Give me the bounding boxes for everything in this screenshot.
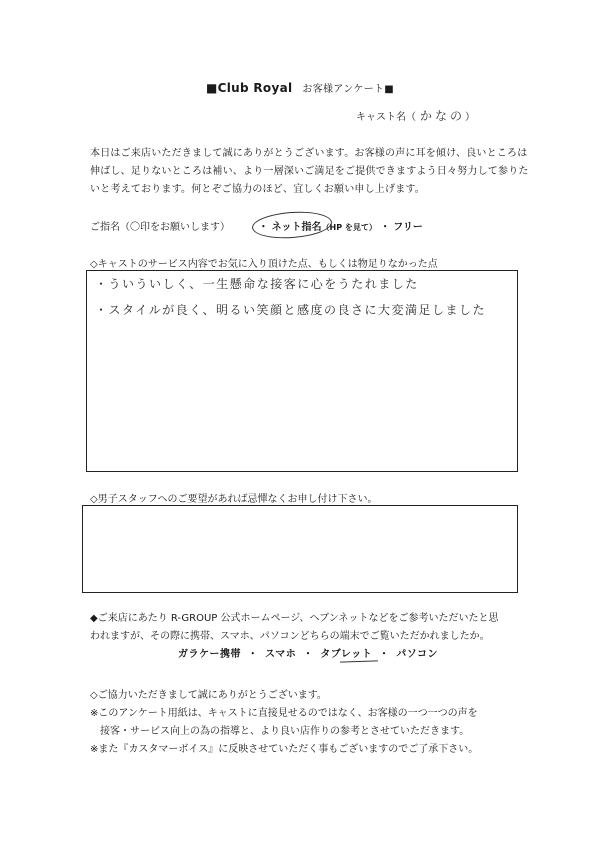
cast-close: ） <box>465 112 476 123</box>
q3-line2: われますが、その際に携帯、スマホ、パソコンどちらの端末でご覧いただかれましたか。 <box>90 631 490 642</box>
q2-label: ◇男子スタッフへのご要望があれば忌憚なくお申し付け下さい。 <box>90 494 378 505</box>
q1-answer-box[interactable] <box>86 270 518 472</box>
sep-dot: ・ <box>247 649 259 660</box>
device-options <box>178 645 438 660</box>
cast-name-handwritten: かなの <box>420 109 466 123</box>
option-tablet[interactable]: タブレット <box>320 649 373 660</box>
q1-answer-line1: ・ういういしく、一生懸命な接客に心をうたれました <box>95 277 419 291</box>
footer-thanks: ◇ご協力いただきまして誠にありがとうございます。 <box>90 690 327 701</box>
sep-dot: ・ <box>258 222 269 233</box>
q2-answer-box[interactable] <box>82 505 518 593</box>
q3-line1: ◆ご来店にあたり R-GROUP 公式ホームページ、ヘブンネットなどをご参考いただいたと思 <box>90 613 499 624</box>
option-free[interactable]: フリー <box>393 222 423 233</box>
handwritten-underline-mark <box>340 660 378 662</box>
sep-dot: ・ <box>380 222 391 233</box>
cast-name-field <box>356 107 475 124</box>
option-hp: （HP を見て） <box>321 223 377 232</box>
greeting-paragraph: 本日はご来店いただきまして誠にありがとうございます。お客様の声に耳を傾け、良いところは伸ばし、足りないところは補い、より一層深いご満足をご提供できますよう日々努力して参りたいと考えております。何とぞご協力のほど、宜しくお願い申し上げます。 <box>90 148 529 195</box>
survey-title <box>206 80 394 95</box>
sep-dot: ・ <box>303 649 314 660</box>
survey-subtitle: お客様アンケート■ <box>302 84 394 95</box>
option-net-shimei[interactable]: ネット指名 <box>271 222 322 233</box>
sep-dot: ・ <box>378 649 390 660</box>
footer-note1: ※このアンケート用紙は、キャストに直接見せるのではなく、お客様の一つ一つの声を <box>90 708 478 719</box>
q1-answer-line2: ・スタイルが良く、明るい笑顔と感度の良さに大変満足しました <box>95 303 487 317</box>
footer-note3: ※また『カスタマーボイス』に反映させていただく事もございますのでご了承下さい。 <box>90 744 479 755</box>
footer-note2: 接客・サービス向上の為の指導と、より良い店作りの参考とさせていただきます。 <box>100 726 470 737</box>
handwritten-circle-mark <box>251 209 333 241</box>
option-pc[interactable]: パソコン <box>396 649 439 660</box>
option-smartphone[interactable]: スマホ <box>264 649 297 660</box>
club-name: ■Club Royal <box>206 81 293 95</box>
q1-label: ◇キャストのサービス内容でお気に入り頂けた点、もしくは物足りなかった点 <box>90 259 438 270</box>
shimei-label: ご指名（〇印をお願いします） <box>90 222 230 233</box>
cast-label: キャスト名（ <box>356 112 416 123</box>
option-garake[interactable]: ガラケー携帯 <box>178 649 241 660</box>
